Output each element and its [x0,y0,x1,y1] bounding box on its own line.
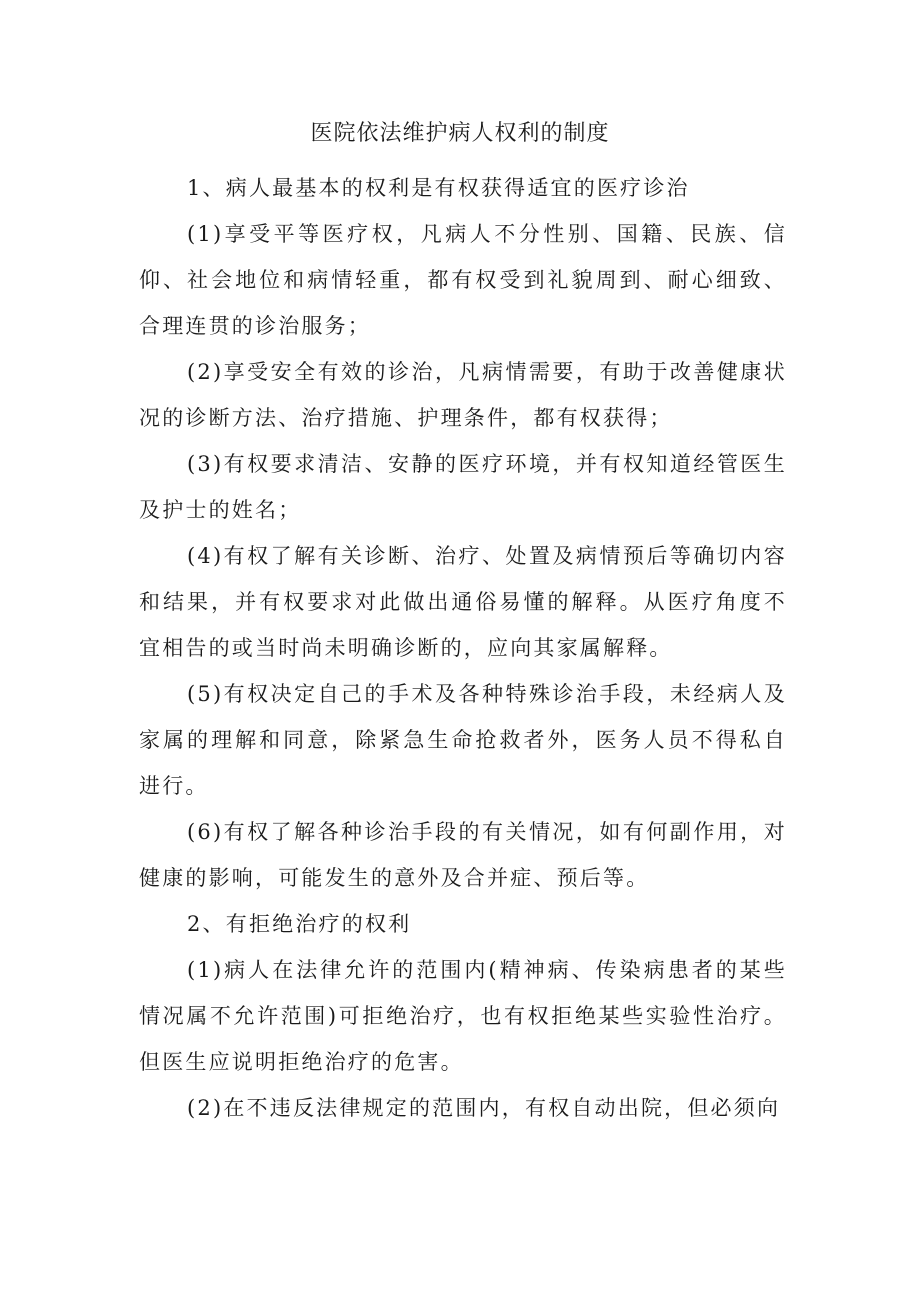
document-body [139,165,787,1131]
paragraph-1-3: (3)有权要求清洁、安静的医疗环境，并有权知道经管医生及护士的姓名； [139,452,787,522]
paragraph-1-1: (1)享受平等医疗权，凡病人不分性别、国籍、民族、信仰、社会地位和病情轻重，都有权受到礼貌周到、耐心细致、合理连贯的诊治服务； [139,222,787,338]
paragraph-1-6: (6)有权了解各种诊治手段的有关情况，如有何副作用，对健康的影响，可能发生的意外及合并症、预后等。 [139,820,787,890]
paragraph-1-5: (5)有权决定自己的手术及各种特殊诊治手段，未经病人及家属的理解和同意，除紧急生命抢救者外，医务人员不得私自进行。 [139,682,787,798]
paragraph-1-4: (4)有权了解有关诊断、治疗、处置及病情预后等确切内容和结果，并有权要求对此做出通俗易懂的解释。从医疗角度不宜相告的或当时尚未明确诊断的，应向其家属解释。 [139,544,787,660]
paragraph-1-2: (2)享受安全有效的诊治，凡病情需要，有助于改善健康状况的诊断方法、治疗措施、护理条件，都有权获得； [139,360,787,430]
paragraph-2-2: (2)在不违反法律规定的范围内，有权自动出院，但必须向 [187,1096,781,1120]
section-heading-1: 1、病人最基本的权利是有权获得适宜的医疗诊治 [187,176,690,200]
paragraph-2-1: (1)病人在法律允许的范围内(精神病、传染病患者的某些情况属不允许范围)可拒绝治疗，也有权拒绝某些实验性治疗。但医生应说明拒绝治疗的危害。 [139,958,787,1074]
document-title: 医院依法维护病人权利的制度 [310,121,610,146]
section-heading-2: 2、有拒绝治疗的权利 [187,912,412,936]
